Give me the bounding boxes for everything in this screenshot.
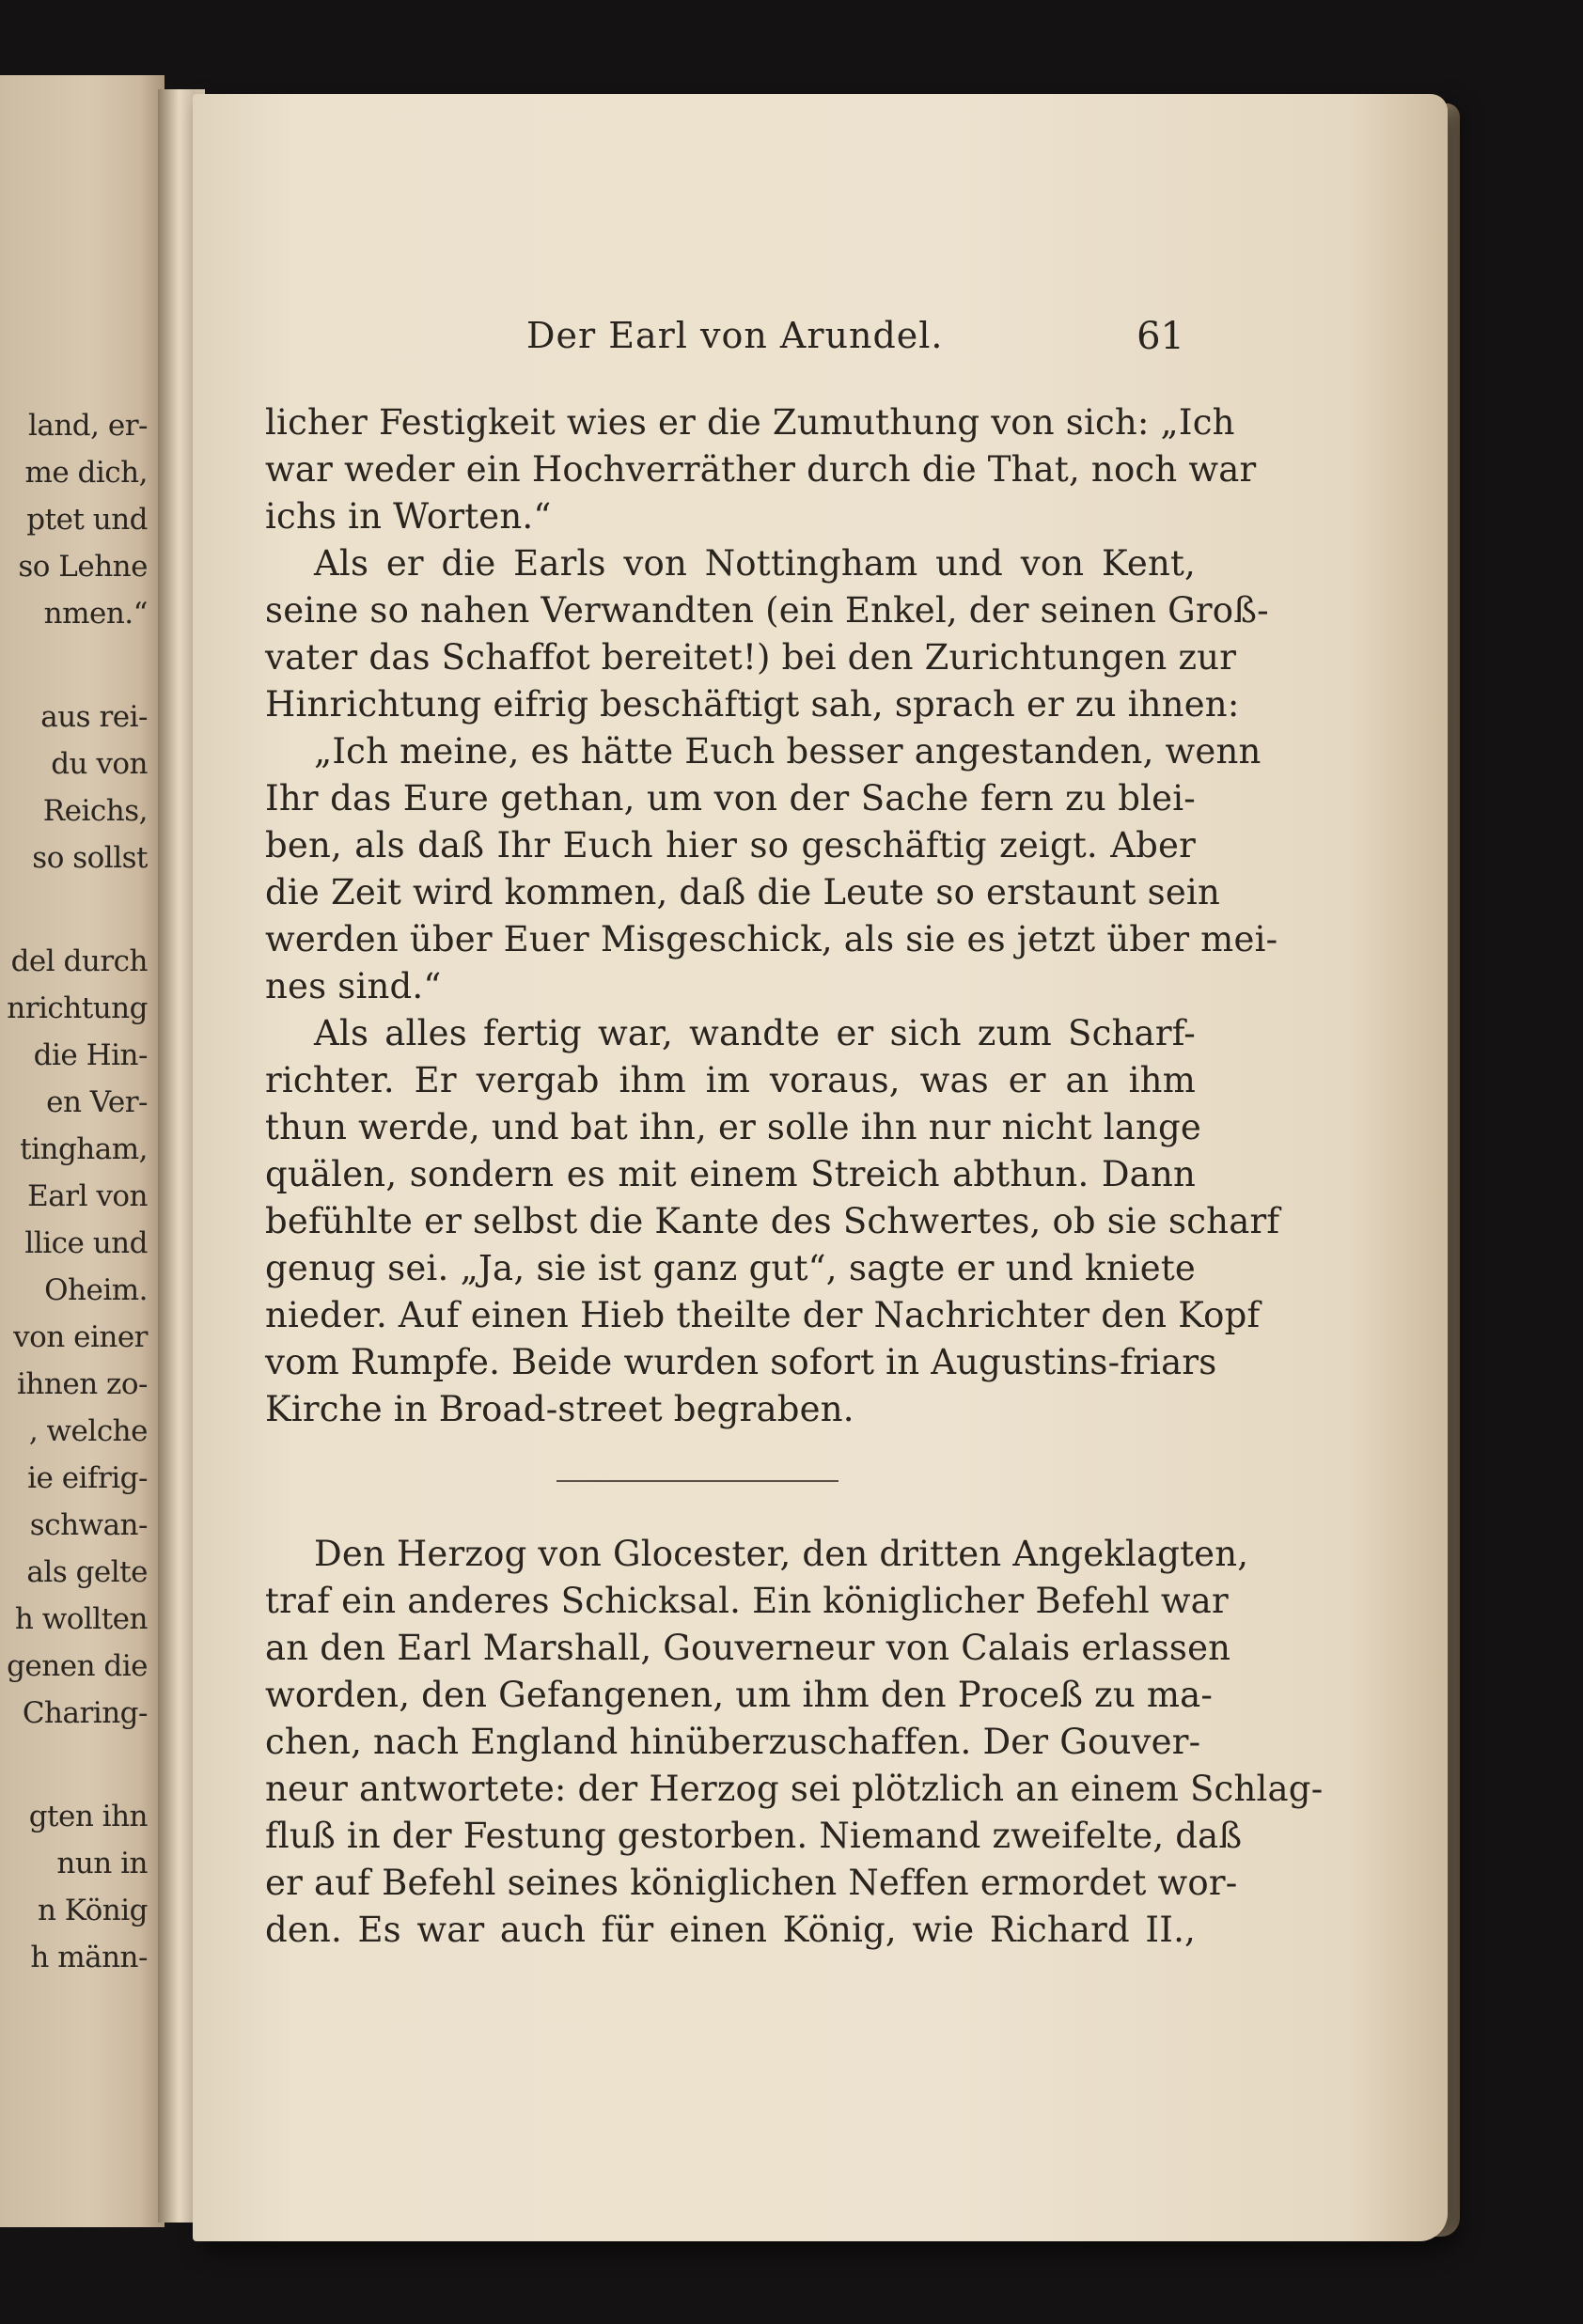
text-line: traf ein anderes Schicksal. Ein königlicher Befehl war [265,1581,1229,1621]
facing-page-fragment: ptet und [26,503,148,537]
facing-page-fragment: genen die [7,1649,148,1683]
facing-page-fragment: Earl von [27,1179,148,1213]
facing-page-fragment: ie eifrig- [27,1461,148,1495]
page-body [265,399,1324,1954]
facing-page-fragment: so sollst [32,841,148,875]
facing-page-fragment: aus rei- [40,700,148,734]
paragraph [265,728,1278,1010]
facing-page-fragment: n König [37,1894,148,1927]
page-number: 61 [1136,315,1184,358]
text-line: ben, als daß Ihr Euch hier so geschäftig zeigt. Aber [265,825,1196,866]
facing-page-fragment: llice und [24,1226,148,1260]
text-line: vom Rumpfe. Beide wurden sofort in Augustins-friars [265,1342,1217,1382]
text-line: worden, den Gefangenen, um ihm den Proceß zu ma- [265,1675,1214,1715]
facing-page-fragment: , welche [28,1414,148,1448]
facing-page-fragment: h wollten [14,1602,148,1636]
text-line: quälen, sondern es mit einem Streich abthun. Dann [265,1154,1196,1194]
text-line: thun werde, und bat ihn, er solle ihn nur nicht lange [265,1107,1202,1147]
text-line: nieder. Auf einen Hieb theilte der Nachrichter den Kopf [265,1295,1261,1335]
facing-page-fragment: als gelte [26,1555,148,1589]
facing-page-fragment: en Ver- [46,1085,148,1119]
paragraph [265,1531,1324,1954]
facing-page-fragment: du von [51,747,148,781]
text-line: Den Herzog von Glocester, den dritten Angeklagten, [314,1534,1249,1574]
facing-page-fragment: schwan- [29,1508,148,1542]
text-line: vater das Schaffot bereitet!) bei den Zurichtungen zur [265,637,1237,678]
text-line: werden über Euer Misgeschick, als sie es jetzt über mei- [265,919,1278,959]
facing-page-fragment: die Hin- [33,1038,148,1072]
text-line: ichs in Worten.“ [265,496,552,537]
section-separator [556,1480,839,1482]
text-line: fluß in der Festung gestorben. Niemand zweifelte, daß [265,1816,1243,1856]
running-title: Der Earl von Arundel. [526,315,944,356]
text-line: befühlte er selbst die Kante des Schwertes, ob sie scharf [265,1201,1280,1241]
text-line: richter. Er vergab ihm im voraus, was er an ihm [265,1060,1196,1100]
facing-page-fragment: Oheim. [44,1273,148,1307]
text-line: „Ich meine, es hätte Euch besser angestanden, wenn [314,731,1262,772]
text-line: er auf Befehl seines königlichen Neffen ermordet wor- [265,1863,1238,1903]
facing-page-fragment: me dich, [24,456,148,490]
running-head [526,315,1184,371]
facing-page-fragment: nmen.“ [43,597,148,631]
facing-page [0,75,165,2227]
text-line: an den Earl Marshall, Gouverneur von Calais erlassen [265,1628,1231,1668]
facing-page-fragment: Charing- [22,1696,148,1730]
paragraph [265,399,1257,540]
text-line: chen, nach England hinüberzuschaffen. Der Gouver- [265,1722,1201,1762]
facing-page-fragment: tingham, [20,1132,148,1166]
text-line: nes sind.“ [265,966,442,1006]
facing-page-fragment: nun in [56,1847,148,1880]
facing-page-fragment: Reichs, [42,794,148,828]
text-line: die Zeit wird kommen, daß die Leute so erstaunt sein [265,872,1220,912]
text-line: Hinrichtung eifrig beschäftigt sah, sprach er zu ihnen: [265,684,1240,725]
text-line: genug sei. „Ja, sie ist ganz gut“, sagte er und kniete [265,1248,1196,1288]
text-line: neur antwortete: der Herzog sei plötzlich an einem Schlag- [265,1769,1324,1809]
text-line: den. Es war auch für einen König, wie Richard II., [265,1910,1196,1950]
text-line: Als alles fertig war, wandte er sich zum Scharf- [314,1013,1196,1053]
facing-page-fragment: del durch [10,944,148,978]
facing-page-fragment: land, er- [27,409,148,443]
text-line: Kirche in Broad-street begraben. [265,1389,854,1429]
text-line: licher Festigkeit wies er die Zumuthung von sich: „Ich [265,402,1235,443]
facing-page-fragment: nrichtung [7,991,148,1025]
facing-page-fragment: so Lehne [18,550,148,584]
facing-page-fragment: von einer [13,1320,148,1354]
paragraph [265,1010,1280,1433]
facing-page-fragment: h männ- [30,1941,148,1974]
text-line: seine so nahen Verwandten (ein Enkel, der seinen Groß- [265,590,1269,631]
text-line: war weder ein Hochverräther durch die That, noch war [265,449,1257,490]
facing-page-fragment: gten ihn [28,1800,148,1833]
paragraph [265,540,1269,728]
text-line: Als er die Earls von Nottingham und von Kent, [314,543,1196,584]
text-line: Ihr das Eure gethan, um von der Sache fern zu blei- [265,778,1196,819]
facing-page-fragment: ihnen zo- [17,1367,148,1401]
